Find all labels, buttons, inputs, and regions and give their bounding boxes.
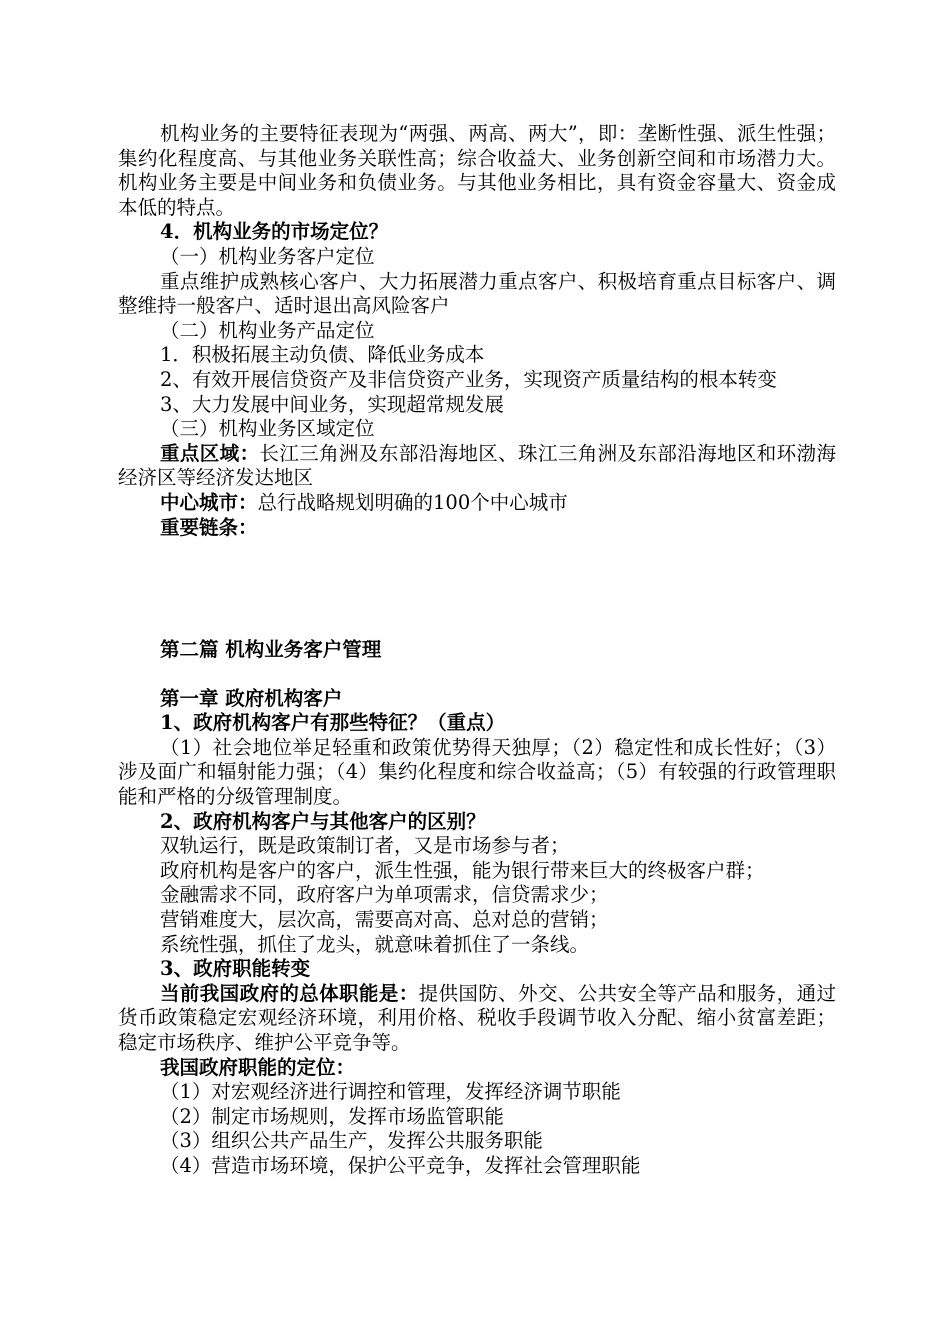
section-1-heading: （一）机构业务客户定位	[160, 244, 375, 268]
spacer	[118, 663, 836, 687]
city-text: 总行战略规划明确的100个中心城市	[257, 490, 568, 514]
difference-item-1: 双轨运行，既是政策制订者，又是市场参与者；	[160, 834, 570, 858]
product-item-3: 3、大力发展中间业务，实现超常规发展	[160, 392, 504, 416]
chapter-1-title: 第一章 政府机构客户	[160, 686, 343, 710]
section-1-text: 重点维护成熟核心客户、大力拓展潜力重点客户、积极培育重点目标客户、调整维持一般客户、适时退出高风险客户	[118, 269, 836, 318]
chain-label: 重要链条：	[160, 515, 258, 539]
section-3-heading: （三）机构业务区域定位	[160, 417, 375, 441]
intro-paragraph: 机构业务的主要特征表现为“两强、两高、两大”，即：垄断性强、派生性强；集约化程度高、与其他业务关联性高；综合收益大、业务创新空间和市场潜力大。机构业务主要是中间业务和负债业务。与其他业务相比，具有资金容量大、资金成本低的特点。	[118, 122, 836, 219]
spacer	[118, 540, 836, 638]
product-item-2: 2、有效开展信贷资产及非信贷资产业务，实现资产质量结构的根本转变	[160, 367, 777, 391]
city-paragraph	[118, 491, 836, 516]
position-item-3: （3）组织公共产品生产，发挥公共服务职能	[160, 1129, 543, 1153]
region-text: 长江三角洲及东部沿海地区、珠江三角洲及东部沿海地区和环渤海经济区等经济发达地区	[118, 441, 836, 490]
difference-item-5: 系统性强，抓住了龙头，就意味着抓住了一条线。	[160, 932, 590, 956]
function-label: 当前我国政府的总体职能是：	[160, 981, 419, 1005]
region-paragraph	[118, 442, 836, 491]
city-label: 中心城市：	[160, 490, 258, 514]
difference-item-2: 政府机构是客户的客户，派生性强，能为银行带来巨大的终极客户群；	[160, 858, 765, 882]
difference-item-4: 营销难度大，层次高，需要高对高、总对总的营销；	[160, 908, 609, 932]
function-paragraph	[118, 982, 836, 1056]
part-2-title: 第二篇 机构业务客户管理	[160, 638, 382, 662]
question-3-heading: 3、政府职能转变	[160, 957, 311, 981]
document-page	[118, 122, 836, 1179]
question-2-heading: 2、政府机构客户与其他客户的区别？	[160, 809, 486, 833]
function-text: 提供国防、外交、公共安全等产品和服务，通过货币政策稳定宏观经济环境，利用价格、税收手段调节收入分配、缩小贫富差距；稳定市场秩序、维护公平竞争等。	[118, 981, 836, 1054]
position-heading: 我国政府职能的定位：	[160, 1055, 356, 1079]
question-1-heading: 1、政府机构客户有那些特征？（重点）	[160, 711, 506, 735]
question-4-heading: 4．机构业务的市场定位？	[160, 220, 389, 244]
difference-item-3: 金融需求不同，政府客户为单项需求，信贷需求少；	[160, 883, 609, 907]
region-label: 重点区域：	[160, 441, 260, 465]
question-1-text: （1）社会地位举足轻重和政策优势得天独厚；（2）稳定性和成长性好；（3）涉及面广和辐射能力强；（4）集约化程度和综合收益高；（5）有较强的行政管理职能和严格的分级管理制度。	[118, 735, 836, 809]
position-item-1: （1）对宏观经济进行调控和管理，发挥经济调节职能	[160, 1080, 621, 1104]
section-2-heading: （二）机构业务产品定位	[160, 318, 375, 342]
position-item-4: （4）营造市场环境，保护公平竞争，发挥社会管理职能	[160, 1153, 641, 1177]
product-item-1: 1．积极拓展主动负债、降低业务成本	[160, 343, 485, 367]
position-item-2: （2）制定市场规则，发挥市场监管职能	[160, 1104, 504, 1128]
